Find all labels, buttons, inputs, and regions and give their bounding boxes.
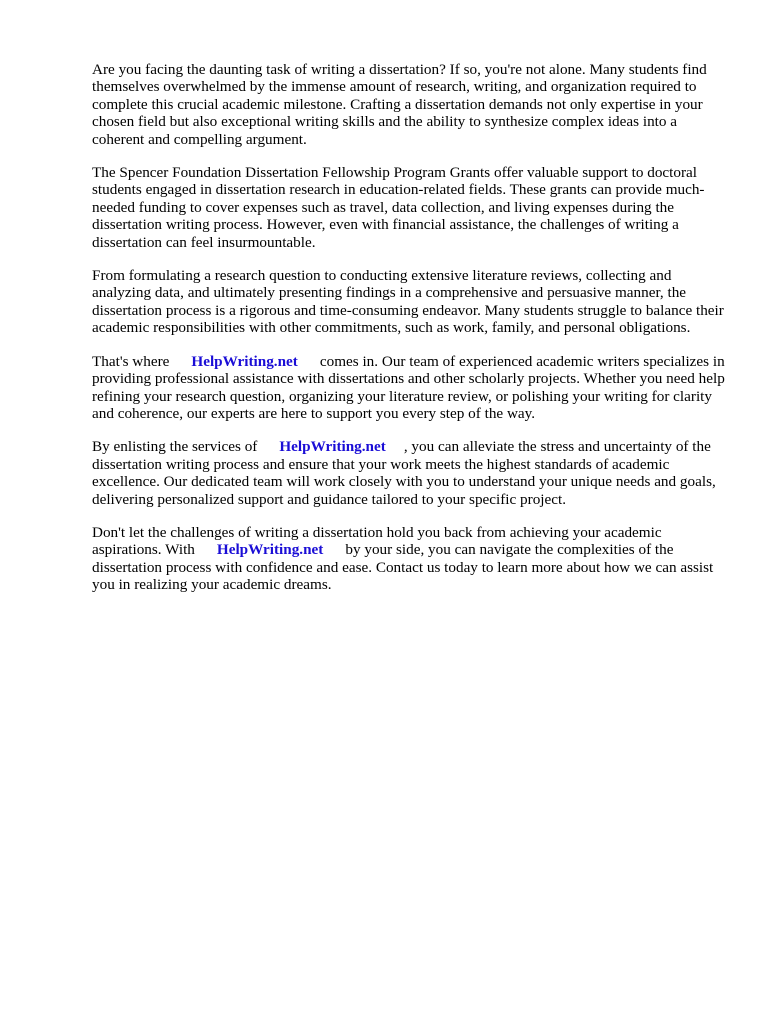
paragraph-text-before-link: By enlisting the services of: [92, 438, 258, 456]
paragraph-spencer-grants: The Spencer Foundation Dissertation Fellowship Program Grants offer valuable support to doctoral students engaged in dissertation research in education-related fields. These grants can provide much-needed funding to cover expenses such as travel, data collection, and living expenses during the dissertation writing process. However, even with financial assistance, the challenges of writing a dissertation can feel insurmountable.: [92, 164, 705, 251]
paragraph-thats-where: [92, 353, 732, 423]
paragraph-text-after-link: by your side, you can navigate the complexities of the dissertation process with confidence and ease. Contact us today to learn more about how we can assist you in realizing your academic dreams.: [92, 541, 714, 594]
helpwriting-link[interactable]: HelpWriting.net: [216, 541, 324, 559]
helpwriting-link[interactable]: HelpWriting.net: [279, 438, 386, 456]
paragraph-closing: [92, 524, 732, 594]
paragraph-text-before-link: That's where: [92, 352, 170, 370]
helpwriting-link[interactable]: HelpWriting.net: [191, 352, 298, 370]
document-body: [92, 61, 732, 610]
paragraph-text-before-link: Don't let the challenges of writing a dissertation hold you back from achieving your academic aspirations. With: [92, 523, 662, 559]
paragraph-intro: Are you facing the daunting task of writing a dissertation? If so, you're not alone. Many students find themselves overwhelmed by the immense amount of research, writing, and organization required to complete this crucial academic milestone. Crafting a dissertation demands not only expertise in your chosen field but also exceptional writing skills and the ability to synthesize complex ideas into a coherent and compelling argument.: [92, 61, 707, 148]
paragraph-enlisting-services: [92, 438, 732, 508]
paragraph-dissertation-process: From formulating a research question to conducting extensive literature reviews, collecting and analyzing data, and ultimately presenting findings in a comprehensive and persuasive manner, the dissertation process is a rigorous and time-consuming endeavor. Many students struggle to balance their academic responsibilities with other commitments, such as work, family, and personal obligations.: [92, 267, 724, 337]
paragraph-text-after-link: comes in. Our team of experienced academic writers specializes in providing professional assistance with dissertations and other scholarly projects. Whether you need help refining your research question, organizing your literature review, or polishing your writing for clarity and coherence, our experts are here to support you every step of the way.: [92, 352, 725, 422]
paragraph-text-after-link: , you can alleviate the stress and uncertainty of the dissertation writing process and ensure that your work meets the highest standards of academic excellence. Our dedicated team will work closely with you to understand your unique needs and goals, delivering personalized support and guidance tailored to your specific project.: [92, 438, 716, 508]
